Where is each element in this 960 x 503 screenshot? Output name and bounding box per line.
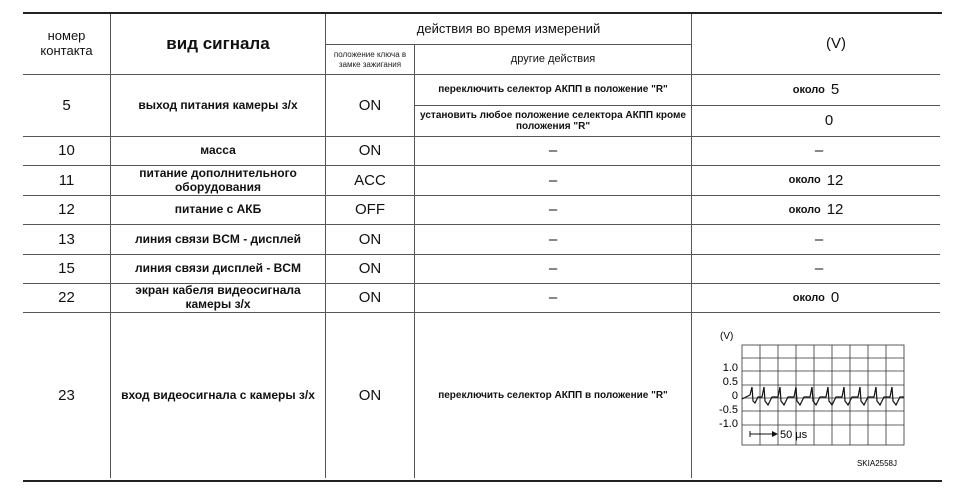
- voltage-value: [692, 166, 940, 195]
- time-scale-arrow: [750, 431, 778, 437]
- signal-type: вход видеосигнала с камеры з/х: [121, 387, 315, 402]
- other-action: установить любое положение селектора АКПП кроме положения "R": [420, 109, 686, 132]
- other-action: –: [548, 260, 558, 278]
- signal-type: линия связи дисплей - BCM: [135, 261, 301, 276]
- other-action: –: [548, 171, 558, 189]
- key-position: ON: [358, 289, 382, 307]
- oscilloscope-grid: [742, 345, 904, 445]
- voltage-value: [692, 225, 940, 254]
- key-position: OFF: [355, 201, 385, 219]
- key-position: ACC: [354, 171, 386, 189]
- signal-type: выход питания камеры з/х: [138, 97, 298, 112]
- header-key-position: положение ключа в замке зажигания: [333, 50, 407, 69]
- contact-number: 22: [58, 289, 75, 307]
- voltage-value: [692, 75, 940, 105]
- waveform-trace: [742, 387, 904, 405]
- voltage-number: 5: [830, 81, 840, 99]
- signal-type: экран кабеля видеосигнала камеры з/х: [135, 283, 301, 311]
- key-position: ON: [358, 142, 382, 160]
- header-signal-type: вид сигнала: [166, 34, 270, 54]
- voltage-prefix: около: [792, 83, 825, 96]
- other-action: переключить селектор АКПП в положение "R": [438, 389, 668, 401]
- voltage-number: –: [814, 230, 824, 248]
- waveform-tick: -0.5: [719, 404, 738, 416]
- signal-type: масса: [200, 143, 236, 158]
- voltage-number: –: [814, 142, 824, 160]
- key-position: ON: [358, 230, 382, 248]
- voltage-number: –: [814, 260, 824, 278]
- voltage-number: 0: [830, 289, 840, 307]
- contact-table: [23, 12, 942, 482]
- other-action: –: [548, 142, 558, 160]
- key-position: ON: [358, 386, 382, 404]
- signal-type: линия связи BCM - дисплей: [135, 231, 301, 246]
- voltage-prefix: около: [788, 174, 821, 187]
- voltage-number: 0: [824, 112, 834, 130]
- voltage-value: [692, 196, 940, 224]
- header-other-actions: другие действия: [510, 53, 596, 66]
- waveform-tick: -1.0: [719, 418, 738, 430]
- contact-number: 11: [58, 171, 75, 189]
- contact-number: 23: [58, 386, 75, 404]
- voltage-number: 12: [826, 171, 844, 189]
- other-action: –: [548, 230, 558, 248]
- waveform-tick: 0: [731, 390, 738, 402]
- signal-type: питание с АКБ: [174, 202, 262, 217]
- header-value-unit: (V): [826, 35, 846, 53]
- contact-number: 5: [62, 96, 71, 114]
- waveform-unit: (V): [720, 331, 734, 342]
- waveform-tick: 0.5: [722, 376, 738, 388]
- waveform-cell: [692, 313, 940, 478]
- contact-number: 10: [58, 142, 75, 160]
- voltage-prefix: около: [792, 291, 825, 304]
- voltage-value: [692, 255, 940, 283]
- waveform-tick: 1.0: [722, 362, 738, 374]
- voltage-value: [692, 106, 940, 136]
- voltage-value: [692, 284, 940, 312]
- key-position: ON: [358, 260, 382, 278]
- figure-id: SKIA2558J: [856, 459, 897, 468]
- voltage-prefix: около: [788, 203, 821, 216]
- key-position: ON: [358, 96, 382, 114]
- time-scale-label: 50 μs: [780, 429, 808, 441]
- other-action: –: [548, 289, 558, 307]
- signal-type: питание дополнительного оборудования: [139, 165, 297, 194]
- contact-number: 12: [58, 201, 75, 219]
- contact-number: 15: [58, 260, 75, 278]
- voltage-number: 12: [826, 201, 844, 219]
- contact-number: 13: [58, 230, 75, 248]
- header-contact-number: номер контакта: [40, 28, 93, 58]
- voltage-value: [692, 137, 940, 165]
- waveform-oscillogram: [692, 313, 940, 478]
- other-action: переключить селектор АКПП в положение "R": [438, 84, 668, 96]
- other-action: –: [548, 201, 558, 219]
- header-measurement-actions: действия во время измерений: [416, 20, 601, 36]
